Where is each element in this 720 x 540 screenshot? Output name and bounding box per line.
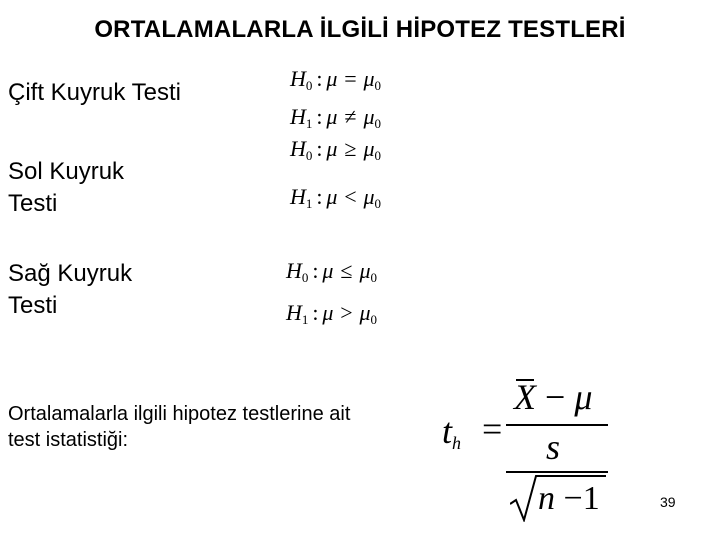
test-label-two-tailed xyxy=(8,77,181,109)
hypothesis-h1-left-tailed: $H_1$ : $\mu < \mu_0$ xyxy=(290,184,381,211)
formula-numerator: X − μ xyxy=(514,377,593,417)
test-label-right-tailed xyxy=(8,258,132,322)
test-statistic-formula xyxy=(440,370,640,530)
formula-equals: = xyxy=(482,409,503,449)
test-label-line: Çift Kuyruk Testi xyxy=(8,79,181,106)
description-line: test istatistiği: xyxy=(8,429,129,451)
formula-s: s xyxy=(546,427,561,467)
formula-radicand: n −1 xyxy=(538,480,600,517)
fraction-bar-inner xyxy=(506,471,608,473)
description-line: Ortalamalarla ilgili hipotez testlerine ait xyxy=(8,403,351,425)
formula-lhs: $t_h$ xyxy=(442,411,462,453)
hypothesis-h0-left-tailed: $H_0$ : $\mu \ge \mu_0$ xyxy=(290,136,381,163)
page-title: ORTALAMALARLA İLGİLİ HİPOTEZ TESTLERİ xyxy=(94,16,626,43)
hypothesis-h0-two-tailed: $H_0$ : $\mu = \mu_0$ xyxy=(290,66,381,93)
test-statistic-description xyxy=(8,401,350,453)
test-label-line: Sol Kuyruk xyxy=(8,158,125,185)
test-label-line: Sağ Kuyruk xyxy=(8,260,133,287)
test-label-line: Testi xyxy=(8,292,58,319)
test-label-line: Testi xyxy=(8,190,58,217)
test-label-left-tailed xyxy=(8,156,124,220)
hypothesis-h1-right-tailed: $H_1$ : $\mu > \mu_0$ xyxy=(286,300,377,327)
hypothesis-h1-two-tailed: $H_1$ : $\mu \ne \mu_0$ xyxy=(290,104,381,131)
page-number: 39 xyxy=(660,494,676,510)
hypothesis-h0-right-tailed: $H_0$ : $\mu \le \mu_0$ xyxy=(286,258,377,285)
